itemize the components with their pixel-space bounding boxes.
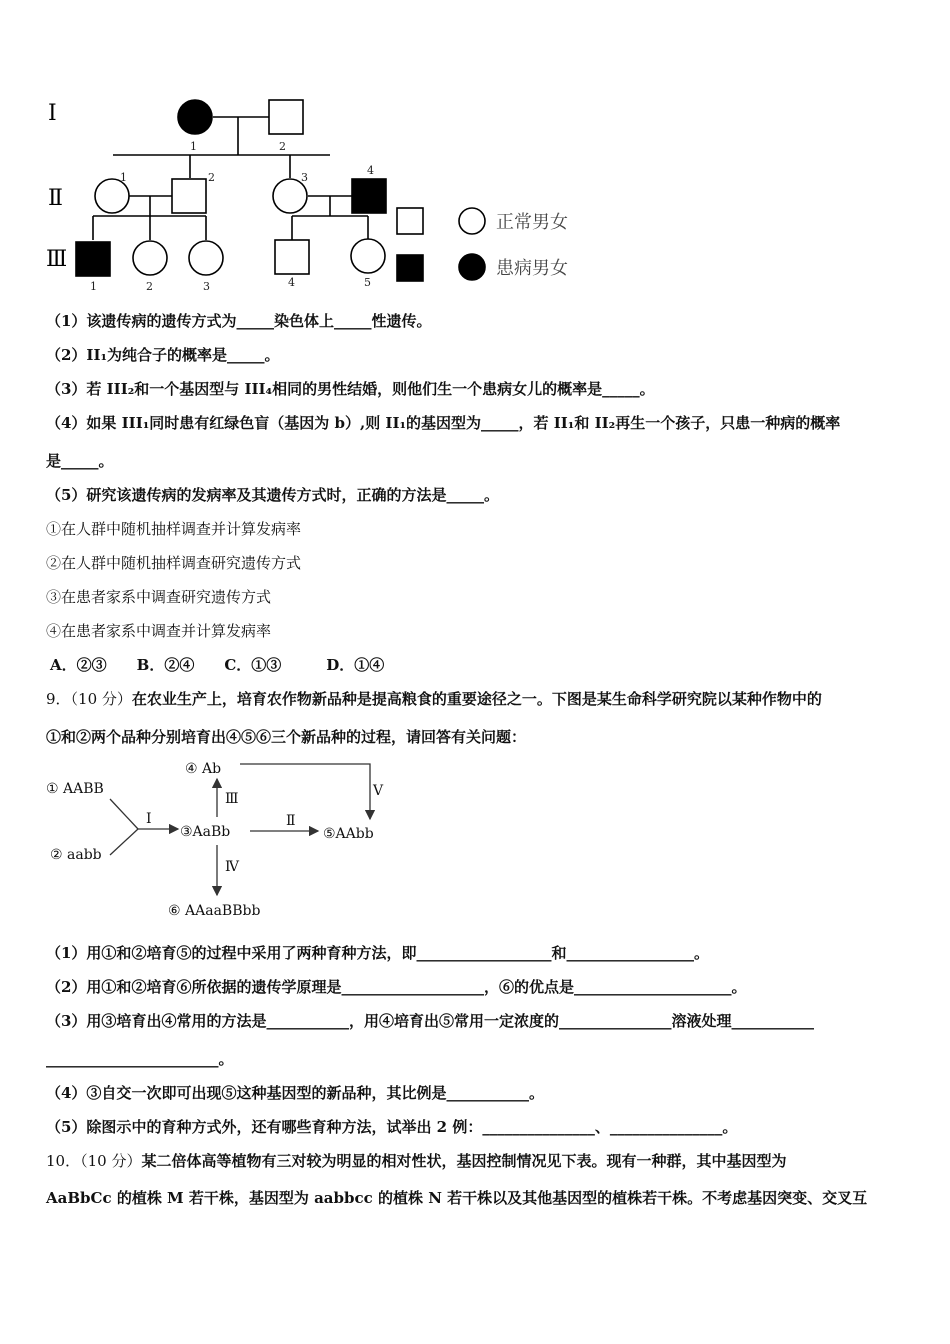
diagram-hybrid-3: ③AaBb <box>180 824 231 840</box>
q8-option-3: ③在患者家系中调查研究遗传方式 <box>46 588 272 606</box>
q8-option-2: ②在人群中随机抽样调查研究遗传方式 <box>46 554 302 572</box>
q9-sub4: （4）③自交一次即可出现⑤这种基因型的新品种，其比例是___________。 <box>46 1084 544 1102</box>
legend-affected-label: 患病男女 <box>496 258 568 279</box>
label-III2: 2 <box>146 280 153 293</box>
diagram-step-2: Ⅱ <box>286 813 296 829</box>
q9-sub3-line1: （3）用③培育出④常用的方法是___________，用④培育出⑤常用一定浓度的_______________溶液处理___________ <box>46 1012 814 1030</box>
q9-sub2: （2）用①和②培育⑥所依据的遗传学原理是___________________，⑥的优点是_____________________。 <box>46 978 747 996</box>
q9-intro-line2: ①和②两个品种分别培育出④⑤⑥三个新品种的过程，请回答有关问题： <box>46 728 527 746</box>
pedigree-I1-affected-female <box>178 100 212 134</box>
diagram-step-1: Ⅰ <box>146 811 152 827</box>
q10-text: 某二倍体高等植物有三对较为明显的相对性状，基因控制情况见下表。现有一种群，其中基因型为 <box>141 1152 787 1170</box>
label-II3: 3 <box>301 171 308 184</box>
diagram-product-5: ⑤AAbb <box>323 826 374 842</box>
q8-option-4: ④在患者家系中调查并计算发病率 <box>46 622 272 640</box>
legend-normal-male <box>397 208 423 234</box>
q9-sub3-line2: _______________________。 <box>46 1050 234 1068</box>
q10-line2: AaBbCc 的植株 M 若干株，基因型为 aabbcc 的植株 N 若干株以及其他基因型的植株若干株。不考虑基因突变、交叉互 <box>46 1189 868 1207</box>
gen-label-3: Ⅲ <box>46 247 68 272</box>
q9-intro-text: 在农业生产上，培育农作物新品种是提高粮食的重要途径之一。下图是某生命科学研究院以某种作物中的 <box>131 690 822 708</box>
legend-affected-female <box>459 254 485 280</box>
label-I2: 2 <box>279 140 286 153</box>
q8-sub3: （3）若 III₂和一个基因型与 III₄相同的男性结婚，则他们生一个患病女儿的概率是_____。 <box>46 380 655 398</box>
pedigree-III3-normal-female <box>189 241 223 275</box>
q8-sub1: （1）该遗传病的遗传方式为_____染色体上_____性遗传。 <box>46 312 432 330</box>
label-III5: 5 <box>364 276 371 289</box>
q8-choices: A．②③ B．②④ C．①③ D．①④ <box>50 656 385 674</box>
q10-number: 10．（10 分） <box>46 1152 142 1170</box>
diagram-step-3: Ⅲ <box>225 791 239 807</box>
q8-sub4-line1: （4）如果 III₁同时患有红绿色盲（基因为 b）,则 II₁的基因型为_____，若 II₁和 II₂再生一个孩子，只患一种病的概率 <box>46 414 841 432</box>
legend-normal-label: 正常男女 <box>496 212 568 233</box>
pedigree-III5-normal-female <box>351 239 385 273</box>
gen-label-1: Ⅰ <box>48 101 57 126</box>
label-II4: 4 <box>367 164 374 177</box>
legend-affected-male <box>397 255 423 281</box>
diagram-product-6: ⑥ AAaaBBbb <box>168 903 261 919</box>
pedigree-III4-normal-male <box>275 240 309 274</box>
diagram-step-5: Ⅴ <box>373 783 384 799</box>
q8-option-1: ①在人群中随机抽样调查并计算发病率 <box>46 520 302 538</box>
pedigree-II4-affected-male <box>352 179 386 213</box>
diagram-parent-1: ① AABB <box>46 781 104 797</box>
diagram-product-4: ④ Ab <box>185 761 222 777</box>
label-III1: 1 <box>90 280 97 293</box>
pedigree-chart <box>40 90 600 300</box>
label-II1: 1 <box>120 171 127 184</box>
pedigree-I2-normal-male <box>269 100 303 134</box>
label-III3: 3 <box>203 280 210 293</box>
legend-normal-female <box>459 208 485 234</box>
q8-sub2: （2）II₁为纯合子的概率是_____。 <box>46 346 280 364</box>
q10-line1 <box>46 1150 786 1172</box>
label-I1: 1 <box>190 140 197 153</box>
pedigree-II2-normal-male <box>172 179 206 213</box>
diagram-parent-2: ② aabb <box>50 847 102 863</box>
pedigree-II1-normal-female <box>95 179 129 213</box>
diagram-step-4: Ⅳ <box>225 859 239 875</box>
pedigree-III2-normal-female <box>133 241 167 275</box>
q8-sub5: （5）研究该遗传病的发病率及其遗传方式时，正确的方法是_____。 <box>46 486 499 504</box>
label-III4: 4 <box>288 276 295 289</box>
q9-intro-line1 <box>46 688 822 710</box>
q9-number: 9．（10 分） <box>46 690 132 708</box>
pedigree-III1-affected-male <box>76 242 110 276</box>
breeding-diagram <box>40 755 420 925</box>
gen-label-2: Ⅱ <box>48 186 63 211</box>
pedigree-II3-normal-female <box>273 179 307 213</box>
label-II2: 2 <box>208 171 215 184</box>
q8-sub4-line2: 是_____。 <box>46 452 114 470</box>
q9-sub5: （5）除图示中的育种方式外，还有哪些育种方法，试举出 2 例：_______________、_______________。 <box>46 1118 738 1136</box>
q9-sub1: （1）用①和②培育⑤的过程中采用了两种育种方法，即__________________和_________________。 <box>46 944 709 962</box>
